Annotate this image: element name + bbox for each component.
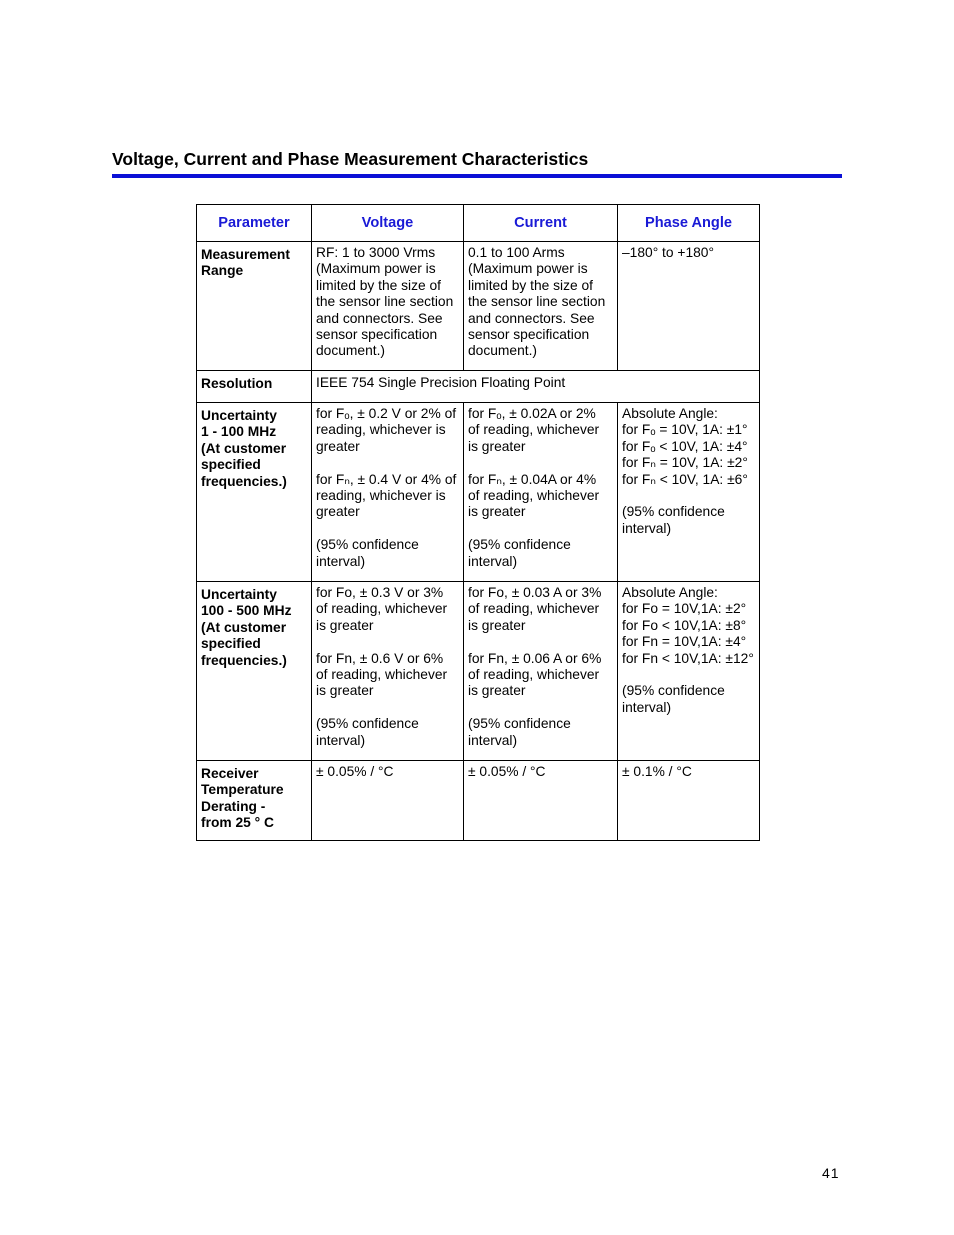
title-underline-rule [112,174,842,178]
header-current: Current [464,205,618,242]
header-voltage: Voltage [312,205,464,242]
table-row [197,761,760,841]
row-parameter-cell: Uncertainty 1 - 100 MHz (At customer specified frequencies.) [197,403,312,582]
voltage-cell: for Fₒ, ± 0.2 V or 2% of reading, whichever is greater for Fₙ, ± 0.4 V or 4% of reading, whichever is greater (95% confidence interval) [312,403,464,582]
voltage-cell: ± 0.05% / °C [312,761,464,841]
table-row [197,403,760,582]
phase-angle-cell: ± 0.1% / °C [618,761,760,841]
row-parameter-cell: Receiver Temperature Derating - from 25 ° C [197,761,312,841]
row-parameter-cell: Measurement Range [197,242,312,371]
measurement-characteristics-table [196,204,760,841]
table-row [197,242,760,371]
page-title: Voltage, Current and Phase Measurement Characteristics [112,149,589,169]
table-row [197,371,760,403]
phase-angle-cell: –180° to +180° [618,242,760,371]
phase-angle-cell: Absolute Angle: for Fₒ = 10V, 1A: ±1° for Fₒ < 10V, 1A: ±4° for Fₙ = 10V, 1A: ±2° for Fₙ < 10V, 1A: ±6° (95% confidence interval) [618,403,760,582]
current-cell: for Fₒ, ± 0.02A or 2% of reading, whichever is greater for Fₙ, ± 0.04A or 4% of reading, whichever is greater (95% confidence interval) [464,403,618,582]
page-number: 41 [822,1165,840,1181]
voltage-cell: RF: 1 to 3000 Vrms (Maximum power is limited by the size of the sensor line section and connectors. See sensor specification document.) [312,242,464,371]
header-parameter: Parameter [197,205,312,242]
voltage-cell: for Fo, ± 0.3 V or 3% of reading, whichever is greater for Fn, ± 0.6 V or 6% of reading, whichever is greater (95% confidence interval) [312,582,464,761]
current-cell: 0.1 to 100 Arms (Maximum power is limited by the size of the sensor line section and connectors. See sensor specification document.) [464,242,618,371]
resolution-merged-cell: IEEE 754 Single Precision Floating Point [312,371,760,403]
table-header-row [197,205,760,242]
phase-angle-cell: Absolute Angle: for Fo = 10V,1A: ±2° for Fo < 10V,1A: ±8° for Fn = 10V,1A: ±4° for Fn < 10V,1A: ±12° (95% confidence interval) [618,582,760,761]
row-parameter-cell: Uncertainty 100 - 500 MHz (At customer specified frequencies.) [197,582,312,761]
row-parameter-cell: Resolution [197,371,312,403]
table-row [197,582,760,761]
current-cell: ± 0.05% / °C [464,761,618,841]
current-cell: for Fo, ± 0.03 A or 3% of reading, whichever is greater for Fn, ± 0.06 A or 6% of reading, whichever is greater (95% confidence interval) [464,582,618,761]
header-phase-angle: Phase Angle [618,205,760,242]
